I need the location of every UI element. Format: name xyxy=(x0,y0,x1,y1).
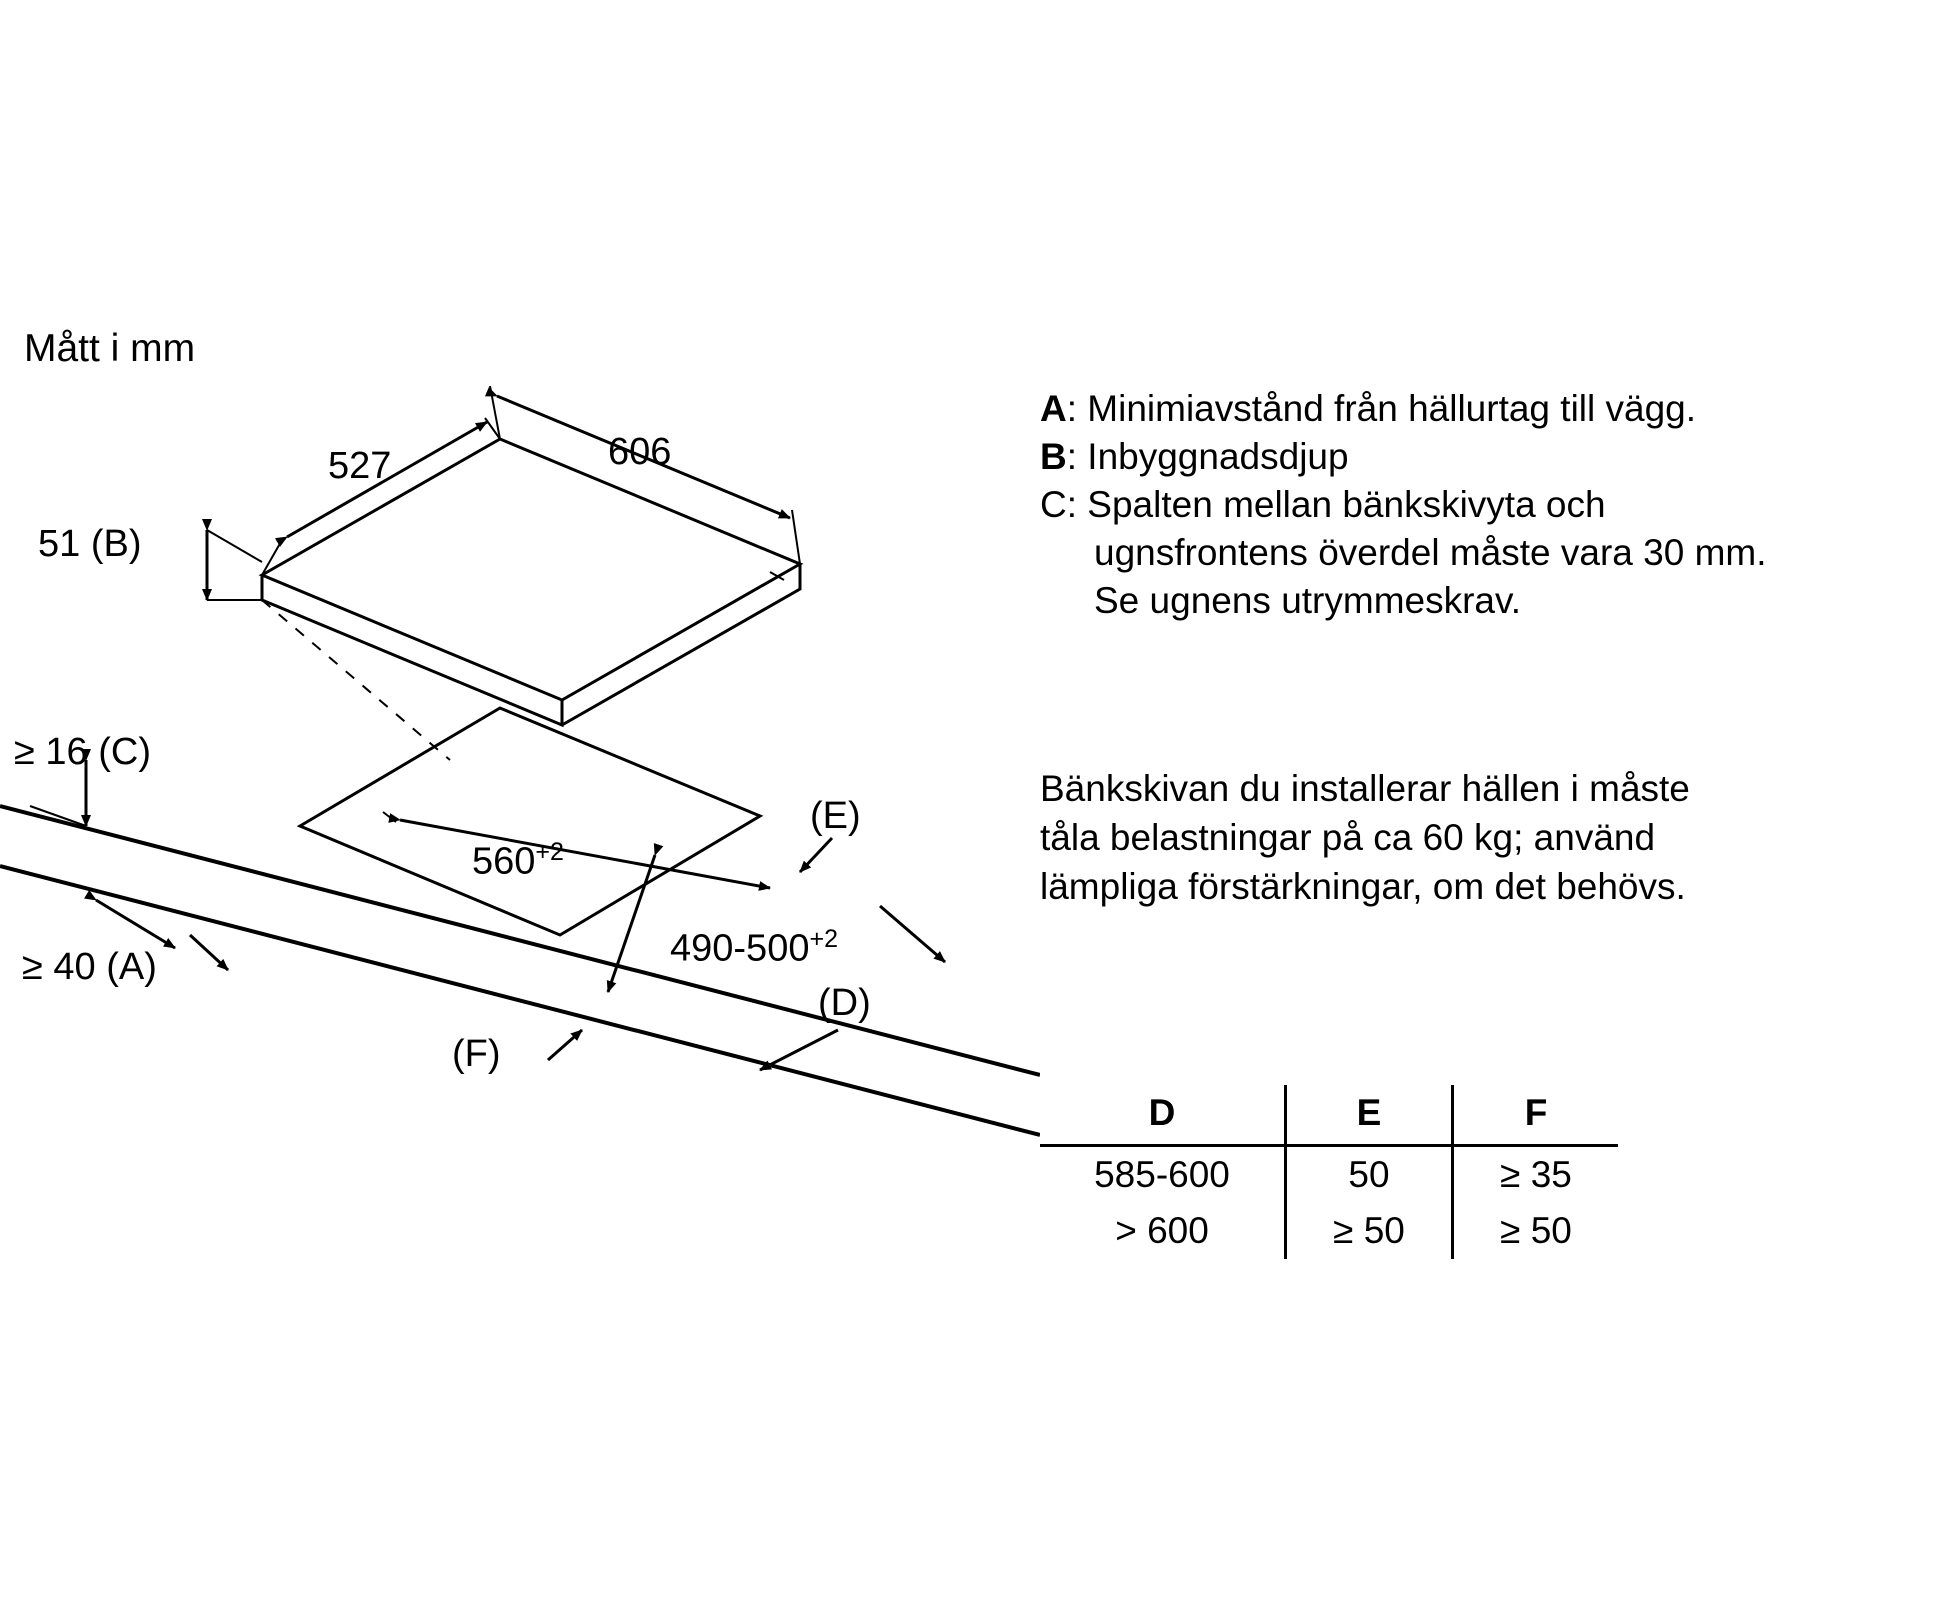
cutout-depth-value: 490-500 xyxy=(670,927,810,970)
load-note-line2: tåla belastningar på ca 60 kg; använd xyxy=(1040,816,1656,858)
load-capacity-note xyxy=(1040,765,1900,911)
dimension-cutout-width xyxy=(472,838,564,884)
callout-e: (E) xyxy=(810,795,861,837)
cutout-width-value: 560 xyxy=(472,840,536,883)
cutout-width-tolerance: +2 xyxy=(535,838,564,866)
units-note: Mått i mm xyxy=(24,327,196,370)
table-header-f: F xyxy=(1453,1085,1619,1146)
load-note-line3: lämpliga förstärkningar, om det behövs. xyxy=(1040,865,1686,907)
table-row xyxy=(1040,1203,1618,1259)
table-header-e: E xyxy=(1286,1085,1453,1146)
dimension-table xyxy=(1040,1085,1618,1259)
cutout-depth-tolerance: +2 xyxy=(809,925,838,953)
dimension-table-wrapper xyxy=(1040,1085,1618,1259)
legend-text-a: Minimiavstånd från hällurtag till vägg. xyxy=(1087,388,1697,429)
dimension-build-in-depth: 51 (B) xyxy=(38,523,142,565)
load-note-line1: Bänkskivan du installerar hällen i måste xyxy=(1040,768,1690,809)
legend-item-c-line2: ugnsfrontens överdel måste vara 30 mm. xyxy=(1094,532,1767,574)
legend-item-c-line1 xyxy=(1040,481,1880,529)
legend-item-c-line3: Se ugnens utrymmeskrav. xyxy=(1094,580,1522,622)
legend-text-c: Spalten mellan bänkskivyta och xyxy=(1087,484,1606,526)
legend-text-b: Inbyggnadsdjup xyxy=(1087,436,1349,478)
callout-f: (F) xyxy=(452,1033,501,1075)
dimension-wall-distance: ≥ 40 (A) xyxy=(22,946,157,988)
legend-item-b xyxy=(1040,433,1880,481)
legend-key-a: A xyxy=(1040,388,1067,429)
dimension-cutout-depth xyxy=(670,925,838,971)
legend-list xyxy=(1040,385,1880,625)
table-cell-d-2: > 600 xyxy=(1115,1210,1209,1251)
legend-item-a xyxy=(1040,385,1880,433)
callout-d: (D) xyxy=(818,982,871,1024)
legend-sep-b: : xyxy=(1066,436,1088,478)
table-cell-e-2: ≥ 50 xyxy=(1286,1203,1453,1259)
dimension-worktop-thickness: ≥ 16 (C) xyxy=(14,731,151,773)
table-row xyxy=(1040,1146,1618,1204)
legend-key-c: C xyxy=(1040,484,1067,526)
table-cell-d-1: 585-600 xyxy=(1094,1154,1230,1195)
legend-key-b: B xyxy=(1040,436,1067,478)
dimension-width-overall: 606 xyxy=(608,431,672,473)
table-cell-e-1: 50 xyxy=(1286,1146,1453,1204)
legend-sep-a: : xyxy=(1066,388,1088,429)
legend-item-c xyxy=(1040,481,1880,625)
dimension-depth-overall: 527 xyxy=(328,445,392,487)
table-header-d: D xyxy=(1040,1085,1286,1146)
legend-sep-c: : xyxy=(1066,484,1088,526)
table-cell-f-2: ≥ 50 xyxy=(1453,1203,1619,1259)
table-header-row xyxy=(1040,1085,1618,1146)
table-cell-f-1: ≥ 35 xyxy=(1453,1146,1619,1204)
